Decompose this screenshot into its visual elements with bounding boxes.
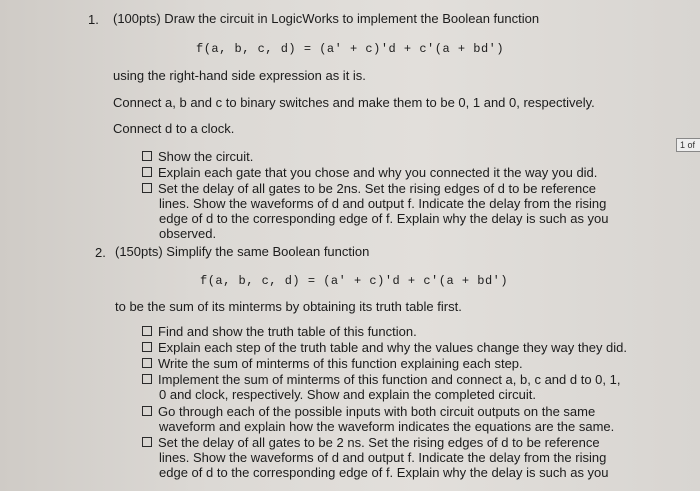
q2-formula: f(a, b, c, d) = (a' + c)'d + c'(a + bd') <box>200 274 509 288</box>
q2-bullet-4-line-2: 0 and clock, respectively. Show and explain the completed circuit. <box>159 387 536 402</box>
checkbox-icon <box>142 358 152 368</box>
q2-bullet-4: Implement the sum of minterms of this function and connect a, b, c and d to 0, 1, <box>142 373 620 387</box>
q1-line-1: using the right-hand side expression as it is. <box>113 68 366 83</box>
q2-number: 2. <box>95 245 106 260</box>
q2-bullet-5-line-2: waveform and explain how the waveform indicates the equations are the same. <box>159 419 615 434</box>
page-indicator-tab[interactable]: 1 of <box>676 138 700 152</box>
q1-bullet-3: Set the delay of all gates to be 2ns. Set the rising edges of d to be reference <box>142 182 596 196</box>
q1-number: 1. <box>88 12 99 27</box>
q2-bullet-3: Write the sum of minterms of this function explaining each step. <box>142 357 523 371</box>
q1-title: (100pts) Draw the circuit in LogicWorks to implement the Boolean function <box>113 11 540 26</box>
checkbox-icon <box>142 183 152 193</box>
checkbox-icon <box>142 342 152 352</box>
q1-formula: f(a, b, c, d) = (a' + c)'d + c'(a + bd') <box>196 42 505 56</box>
q1-line-3: Connect d to a clock. <box>113 121 235 136</box>
checkbox-icon <box>142 326 152 336</box>
q2-bullet-6: Set the delay of all gates to be 2 ns. Set the rising edges of d to be reference <box>142 436 600 450</box>
q1-bullet-3-line-2: lines. Show the waveforms of d and output f. Indicate the delay from the rising <box>159 196 607 211</box>
checkbox-icon <box>142 151 152 161</box>
checkbox-icon <box>142 167 152 177</box>
checkbox-icon <box>142 374 152 384</box>
q1-line-2: Connect a, b and c to binary switches and make them to be 0, 1 and 0, respectively. <box>113 95 595 110</box>
q2-bullet-6-line-3: edge of d to the corresponding edge of f. Explain why the delay is such as you <box>159 465 609 480</box>
q2-bullet-2: Explain each step of the truth table and why the values change they way they did. <box>142 341 627 355</box>
q2-bullet-1: Find and show the truth table of this function. <box>142 325 417 339</box>
q1-bullet-3-line-4: observed. <box>159 226 217 241</box>
q2-title: (150pts) Simplify the same Boolean function <box>115 244 370 259</box>
checkbox-icon <box>142 437 152 447</box>
q1-bullet-2: Explain each gate that you chose and why you connected it the way you did. <box>142 166 597 180</box>
q2-bullet-5: Go through each of the possible inputs with both circuit outputs on the same <box>142 405 595 419</box>
q2-line: to be the sum of its minterms by obtaining its truth table first. <box>115 299 462 314</box>
checkbox-icon <box>142 406 152 416</box>
q1-bullet-1: Show the circuit. <box>142 150 253 164</box>
q2-bullet-6-line-2: lines. Show the waveforms of d and output f. Indicate the delay from the rising <box>159 450 607 465</box>
q1-bullet-3-line-3: edge of d to the corresponding edge of f. Explain why the delay is such as you <box>159 211 609 226</box>
